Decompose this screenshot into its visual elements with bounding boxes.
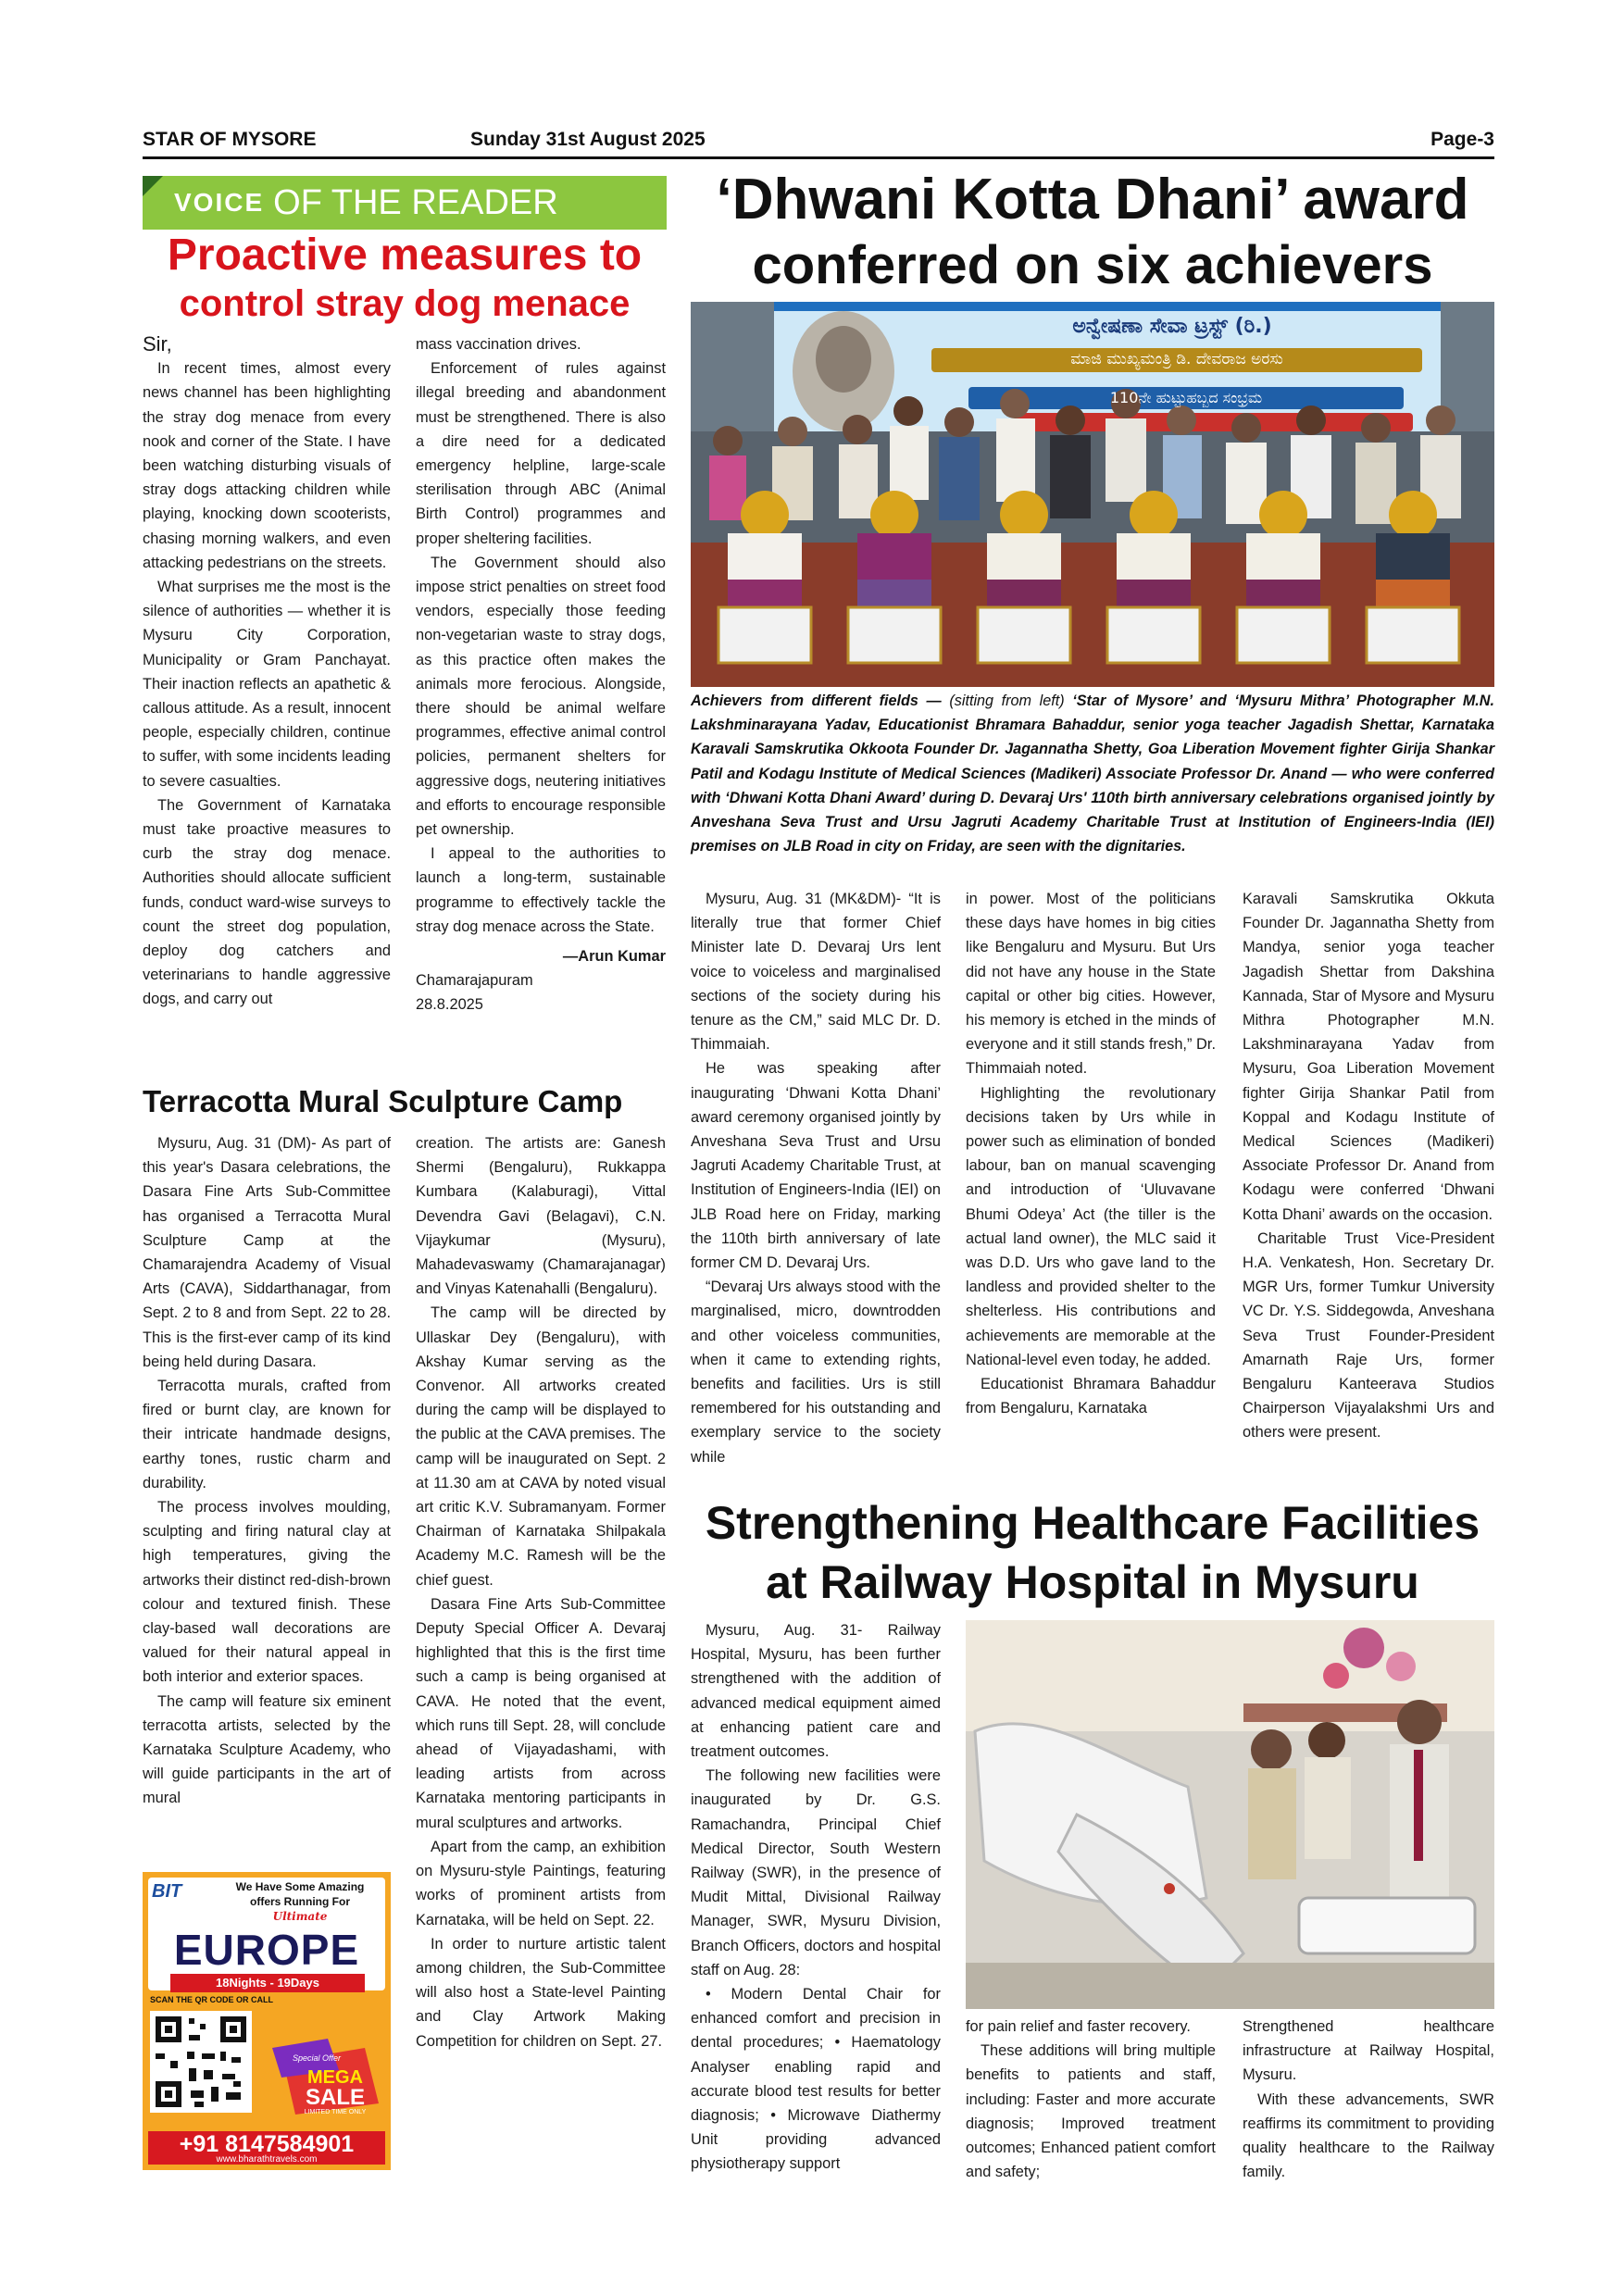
paragraph: The camp will be directed by Ullaskar Dey (Bengaluru), with Akshay Kumar serving as the Convenor. All artworks created during the camp will be displayed to the public at the CAVA premises. The camp will be inaugurated on Sept. 2 at 11.30 am at CAVA by noted visual art critic K.V. Subramanyam. Former Chairman of Karnataka Shilpakala Academy M.C. Ramesh will be the chief guest. <box>416 1304 666 1589</box>
award-ceremony-photo <box>691 302 1494 687</box>
paragraph: creation. The artists are: Ganesh Shermi (Bengaluru), Rukkappa Kumbara (Kalaburagi), Vittal Devendra Gavi (Belagavi), C.N. Vijaykumar (Mysuru), Mahadevaswamy (Chamarajanagar) and Vinyas Katenahalli (Bengaluru). <box>416 1135 666 1298</box>
paragraph: The following new facilities were inaugurated by Dr. G.S. Ramachandra, Principal Chief Medical Director, South Western Railway (SWR), in the presence of Mudit Mittal, Divisional Railway Manager, SWR, Mysuru Division, Branch Officers, doctors and hospital staff on Aug. 28: <box>691 1767 941 1978</box>
banner-subtitle: ಮಾಜಿ ಮುಖ್ಯಮಂತ್ರಿ ಡಿ. ದೇವರಾಜ ಅರಸು <box>1070 350 1283 368</box>
paragraph: He was speaking after inaugurating ‘Dhwani Kotta Dhani’ award ceremony organised jointly by Anveshana Seva Trust and Ursu Jagruti Academy Charitable Trust, at Institution of Engineers-India (IEI) on JLB Road here on Friday, marking the 110th birth anniversary of late former CM D. Devaraj Urs. <box>691 1060 941 1272</box>
paragraph: Karavali Samskrutika Okkuta Founder Dr. Jagannatha Shetty from Mandya, senior yoga teacher Jagadish Shettar from Dakshina Kannada, Star of Mysore and Mysuru Mithra Photographer M.N. Lakshminarayana Yadav from Mysuru, Goa Liberation Movement fighter Girija Shankar Patil from Koppal and Kodagu Institute of Medical Sciences (Madikeri) Associate Professor Dr. Anand from Kodagu were conferred ‘Dhwani Kotta Dhani’ awards on the occasion. <box>1243 891 1494 1223</box>
paragraph: Enforcement of rules against illegal breeding and abandonment must be strengthened. There is also a dire need for a dedicated emergency helpline, large-scale sterilisation through ABC (Animal Birth Control) programmes and proper sheltering facilities. <box>416 360 666 547</box>
health-headline-2: at Railway Hospital in Mysuru <box>766 1556 1419 1608</box>
terracotta-headline: Terracotta Mural Sculpture Camp <box>143 1084 623 1118</box>
voice-headline-1: Proactive measures to <box>167 231 643 280</box>
ad-sale: SALE <box>305 2085 365 2110</box>
ad-brand-logo: BIT <box>152 1881 182 1902</box>
health-column-2 <box>966 2015 1216 2184</box>
paragraph: • Modern Dental Chair for enhanced comfort and precision in dental procedures; • Haematology Analyser enabling rapid and accurate blood test results for better diagnosis; • Microwave Diathermy Unit providing advanced physiotherapy support <box>691 1986 941 2173</box>
dhwani-column-1 <box>691 887 941 1469</box>
letter-date: 28.8.2025 <box>416 996 483 1014</box>
banner-anniversary: 110ನೇ ಹುಟ್ಟುಹಬ್ಬದ ಸಂಭ್ರಮ <box>1109 389 1263 406</box>
dhwani-headline-2: conferred on six achievers <box>752 235 1433 295</box>
of-the-reader-label: OF THE READER <box>273 182 558 222</box>
paragraph: The Government should also impose strict penalties on street food vendors, especially those feeding non-vegetarian waste to stray dogs, as this practice often makes the animals more ferocious. Alongside, there should be animal welfare programmes, effective animal control policies, permanent shelters for aggressive dogs, neutering initiatives and efforts to encourage responsible pet ownership. <box>416 554 666 839</box>
ad-phone[interactable]: +91 8147584901 <box>179 2131 355 2157</box>
ad-line-2: offers Running For <box>250 1895 350 1908</box>
banner-trust-name: ಅನ್ವೇಷಣಾ ಸೇವಾ ಟ್ರಸ್ಟ್ (ರಿ.) <box>1072 315 1272 338</box>
issue-date: Sunday 31st August 2025 <box>470 129 706 150</box>
banner-corner <box>143 176 163 196</box>
voice-column-2 <box>416 332 666 1017</box>
travel-advert[interactable] <box>143 1872 391 2170</box>
ad-europe: EUROPE <box>173 1926 360 1974</box>
paragraph: Terracotta murals, crafted from fired or burnt clay, are known for their intricate handmade designs, earthy tones, rustic charm and durability. <box>143 1378 391 1491</box>
paragraph: Mysuru, Aug. 31 (DM)- As part of this year's Dasara celebrations, the Dasara Fine Arts Sub-Committee has organised a Terracotta Mural Sculpture Camp at the Chamarajendra Academy of Visual Arts (CAVA), Siddarthanagar, from Sept. 2 to 8 and from Sept. 22 to 28. This is the first-ever camp of its kind being held during Dasara. <box>143 1135 391 1370</box>
health-column-3 <box>1243 2015 1494 2184</box>
paragraph: Mysuru, Aug. 31- Railway Hospital, Mysuru, has been further strengthened with the addition of advanced medical equipment aimed at enhancing patient care and treatment outcomes. <box>691 1622 941 1761</box>
ad-ultimate: Ultimate <box>272 1910 328 1923</box>
hospital-photo-graphic <box>966 1620 1494 2009</box>
paragraph: Charitable Trust Vice-President H.A. Venkatesh, Hon. Secretary Dr. MGR Urs, former Tumkur University VC Dr. Y.S. Siddegowda, Anveshana Seva Trust Founder-President Amarnath Raje Urs, former Bengaluru Kanteerava Studios Chairperson Vijayalakshmi Urs and others were present. <box>1243 1229 1494 1441</box>
newspaper-name: STAR OF MYSORE <box>143 129 317 150</box>
dental-chair-photo <box>966 1620 1494 2009</box>
paragraph: These additions will bring multiple benefits to patients and staff, including: Faster and more accurate diagnosis; Improved treatment outcomes; Enhanced patient comfort and safety; <box>966 2042 1216 2181</box>
voice-label: VOICE <box>174 188 265 217</box>
paragraph: In recent times, almost every news channel has been highlighting the stray dog menace from every nook and corner of the State. I have been watching disturbing visuals of stray dogs attacking children while playing, knocking down scooterists, chasing morning walkers, and even attacking pedestrians on the streets. <box>143 360 391 571</box>
paragraph: Apart from the camp, an exhibition on Mysuru-style Paintings, featuring works of prominent artists from Karnataka, will be held on Sept. 22. <box>416 1838 666 1928</box>
ad-website[interactable]: www.bharathtravels.com <box>216 2154 318 2165</box>
voice-headline-2: control stray dog menace <box>179 283 631 324</box>
paragraph: Educationist Bhramara Bahaddur from Bengaluru, Karnataka <box>966 1376 1216 1417</box>
paragraph: for pain relief and faster recovery. <box>966 2018 1191 2035</box>
caption-lead: Achievers from different fields — <box>691 693 942 709</box>
letter-place: Chamarajapuram <box>416 972 533 990</box>
ad-mega: MEGA <box>307 2067 363 2088</box>
ad-tagline <box>217 1879 383 1924</box>
caption-text: ‘Star of Mysore’ and ‘Mysuru Mithra’ Photographer M.N. Lakshminarayana Yadav, Educationist Bhramara Bahaddur, senior yoga teacher Jagadish Shettar, Karnataka Karavali Samskrutika Okkoota Founder Dr. Jagannatha Shetty, Goa Liberation Movement fighter Girija Shankar Patil and Kodagu Institute of Medical Sciences (Madikeri) Associate Professor Dr. Anand — who were conferred with ‘Dhwani Kotta Dhani Award’ during D. Devaraj Urs' 110th birth anniversary celebrations organised jointly by Anveshana Seva Trust and Ursu Jagruti Academy Charitable Trust at Institution of Engineers-India (IEI) premises on JLB Road in city on Friday, are seen with the dignitaries. <box>691 693 1494 855</box>
paragraph: “Devaraj Urs always stood with the marginalised, micro, downtrodden and other voiceless communities, when it came to extending rights, benefits and facilities. Urs is still remembered for his outstanding and exemplary service to the society while <box>691 1279 941 1466</box>
ad-limited: LIMITED TIME ONLY <box>304 2109 367 2115</box>
paragraph: What surprises me the most is the silence of authorities — whether it is Mysuru City Corporation, Municipality or Gram Panchayat. Their inaction reflects an apathetic & callous attitude. As a result, innocent people, especially children, continue to suffer, with some incidents leading to severe casualties. <box>143 579 391 790</box>
photo-caption <box>691 689 1494 858</box>
paragraph: The Government of Karnataka must take proactive measures to curb the stray dog menace. Authorities should allocate sufficient funds, conduct ward-wise surveys to count the street dog population, deploy dog catchers and veterinarians to handle aggressive dogs, and carry out <box>143 796 391 1008</box>
paragraph: Strengthened healthcare infrastructure at Railway Hospital, Mysuru. <box>1243 2018 1494 2084</box>
letter-signature: —Arun Kumar <box>562 948 666 966</box>
voice-column-1 <box>143 332 391 1012</box>
dhwani-column-3 <box>1243 887 1494 1445</box>
ad-special-offer: Special Offer <box>292 2053 342 2063</box>
paragraph: mass vaccination drives. <box>416 336 581 353</box>
paragraph: Dasara Fine Arts Sub-Committee Deputy Special Officer A. Devaraj highlighted that this is the first time such a camp is being organised at CAVA. He noted that the event, which runs till Sept. 28, will conclude ahead of Vijayadashami, with leading artists from across Karnataka mentoring participants in mural sculptures and artworks. <box>416 1595 666 1831</box>
dhwani-column-2 <box>966 887 1216 1420</box>
health-column-1 <box>691 1618 941 2177</box>
paragraph: The process involves moulding, sculpting and firing natural clay at high temperatures, giving the artworks their distinct red-dish-brown colour and textured finish. These clay-based wall decorations are valued for their natural appeal in both interior and exterior spaces. <box>143 1499 391 1686</box>
dhwani-headline-1: ‘Dhwani Kotta Dhani’ award <box>716 168 1469 231</box>
ad-duration: 18Nights - 19Days <box>170 1974 365 1992</box>
paragraph: In order to nurture artistic talent among children, the Sub-Committee will also host a State-level Painting and Clay Artwork Making Competition for children on Sept. 27. <box>416 1935 666 2050</box>
paragraph: Highlighting the revolutionary decisions taken by Urs while in power such as elimination of bonded labour, ban on manual scavenging and introduction of ‘Uluvavane Bhumi Odeya’ Act (the tiller is the actual land owner), the MLC said it was D.D. Urs who gave land to the landless and provided shelter to the shelterless. His contributions and achievements are memorable at the National-level even today, he added. <box>966 1084 1216 1368</box>
caption-sitting: (sitting from left) <box>949 693 1065 709</box>
ad-line-1: We Have Some Amazing <box>235 1880 365 1893</box>
terracotta-column-2 <box>416 1131 666 2053</box>
paragraph: I appeal to the authorities to launch a long-term, sustainable programme to effectively tackle the stray dog menace across the State. <box>416 845 666 935</box>
paragraph: The camp will feature six eminent terracotta artists, selected by the Karnataka Sculpture Academy, who will guide participants in the art of mural <box>143 1692 391 1807</box>
health-headline-1: Strengthening Healthcare Facilities <box>705 1497 1480 1549</box>
header-rule <box>143 156 1494 159</box>
terracotta-column-1 <box>143 1131 391 1811</box>
paragraph: in power. Most of the politicians these days have homes in big cities like Bengaluru and Mysuru. But Urs did not have any house in the State capital or other big cities. However, his memory is etched in the minds of everyone and it still stands fresh,” Dr. Thimmaiah noted. <box>966 891 1216 1078</box>
paragraph: Mysuru, Aug. 31 (MK&DM)- “It is literally true that former Chief Minister late D. Devaraj Urs lent voice to voiceless and marginalised sections of the society during his tenure as the CM,” said MLC Dr. D. Thimmaiah. <box>691 891 941 1054</box>
page-number: Page-3 <box>1430 129 1494 150</box>
ad-scan-text: SCAN THE QR CODE OR CALL <box>150 1995 274 2004</box>
voice-of-reader-banner <box>143 176 667 230</box>
salutation: Sir, <box>143 332 172 356</box>
paragraph: With these advancements, SWR reaffirms its commitment to providing quality healthcare to the Railway family. <box>1243 2090 1494 2181</box>
